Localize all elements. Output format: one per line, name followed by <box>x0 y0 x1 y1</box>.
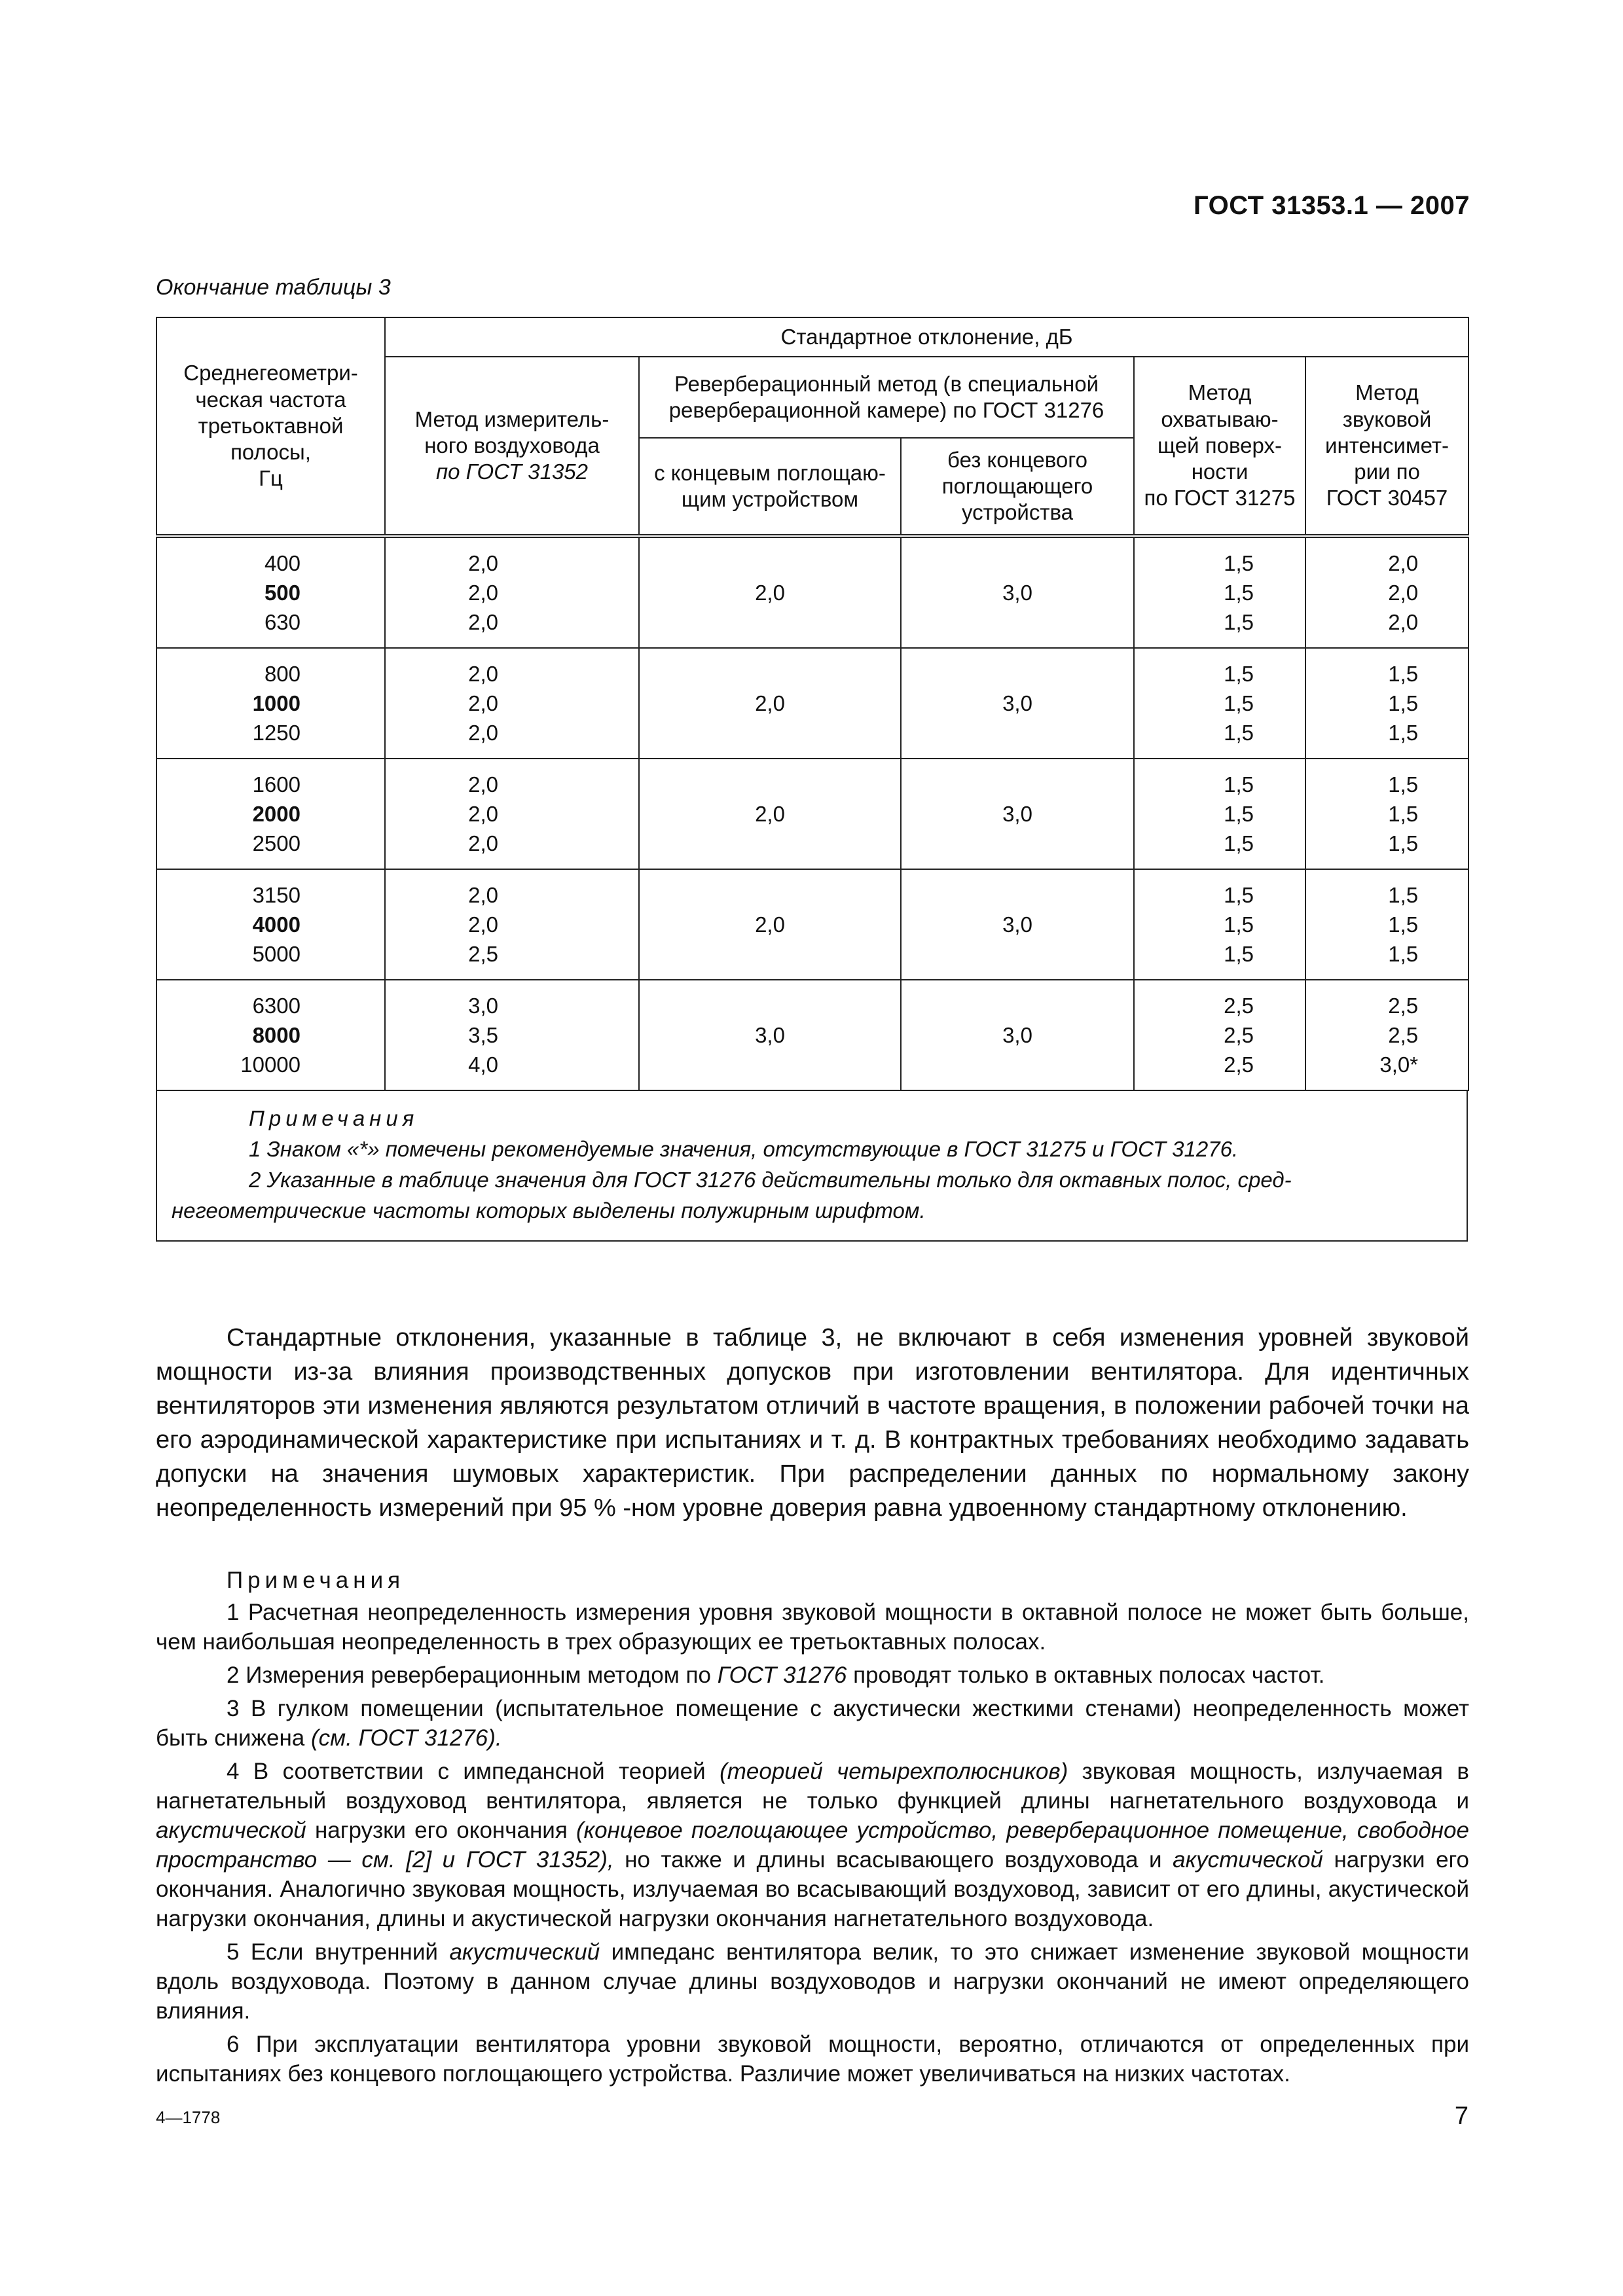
envelope-method-cell <box>1134 648 1305 759</box>
cell-value: 2,0 <box>468 802 498 826</box>
envelope-method-cell <box>1134 759 1305 869</box>
note-3: 3 В гулком помещении (испытательное помещение с акустически жесткими стенами) неопределенность может быть снижена (см. ГОСТ 31276). <box>156 1696 1469 1751</box>
intensity-method-cell <box>1305 648 1468 759</box>
notes-title: Примечания <box>227 1568 405 1593</box>
cell-value: 2,5 <box>1388 994 1419 1018</box>
body-paragraph-text: Стандартные отклонения, указанные в таблице 3, не включают в себя изменения уровней звуковой мощности из-за влияния производственных допусков при изготовлении вентилятора. Для идентичных вентиляторов эти изменения являются результатом отличий в частоте вращения, в положении рабочей точки на его аэродинамической характеристике при испытаниях и т. д. В контрактных требованиях необходимо задавать допуски на значения шумовых характеристик. При распределении данных по нормальному закону неопределенность измерений при 95 % -ном уровне доверия равна удвоенному стандартному отклонению. <box>156 1324 1469 1522</box>
table-notes <box>156 1091 1468 1242</box>
cell-value: 1,5 <box>1224 691 1254 715</box>
intensity-method-cell <box>1305 980 1468 1090</box>
cell-value: 800 <box>264 662 301 686</box>
cell-value: 2,0 <box>468 551 498 575</box>
cell-value: 3,5 <box>468 1023 498 1047</box>
duct-method-cell <box>385 759 639 869</box>
with-absorber-cell: 2,0 <box>639 869 901 980</box>
cell-value: 1,5 <box>1224 912 1254 937</box>
note-6: 6 При эксплуатации вентилятора уровни звуковой мощности, вероятно, отличаются от определенных при испытаниях без концевого поглощающего устройства. Различие может увеличиваться на низких частотах. <box>156 2032 1469 2087</box>
cell-value: 2,0 <box>468 721 498 745</box>
table-row <box>156 536 1468 648</box>
intensity-method-cell <box>1305 869 1468 980</box>
cell-value: 2,0 <box>1388 581 1419 605</box>
cell-value: 3150 <box>252 883 301 907</box>
cell-value: 2,5 <box>1224 1052 1254 1077</box>
duct-method-cell <box>385 869 639 980</box>
cell-value: 2,0 <box>468 610 498 634</box>
frequency-cell <box>156 869 385 980</box>
table-note-1: 1 Знаком «*» помечены рекомендуемые значения, отсутствующие в ГОСТ 31275 и ГОСТ 31276. <box>249 1137 1239 1161</box>
cell-value: 1,5 <box>1224 662 1254 686</box>
cell-value: 1,5 <box>1224 772 1254 797</box>
cell-value: 1,5 <box>1388 912 1419 937</box>
intensity-method-cell <box>1305 759 1468 869</box>
header-envelope-method: Метод охватываю- щей поверх- ности по ГОСТ 31275 <box>1134 357 1305 536</box>
with-absorber-cell: 2,0 <box>639 536 901 648</box>
header-std-deviation: Стандартное отклонение, дБ <box>385 317 1468 357</box>
cell-value: 8000 <box>252 1023 301 1047</box>
note-2: 2 Измерения реверберационным методом по ГОСТ 31276 проводят только в октавных полосах частот. <box>227 1662 1325 1688</box>
with-absorber-cell: 2,0 <box>639 648 901 759</box>
cell-value: 4,0 <box>468 1052 498 1077</box>
table-row <box>156 980 1468 1090</box>
duct-method-cell <box>385 980 639 1090</box>
cell-value: 3,0* <box>1379 1052 1419 1077</box>
cell-value: 2,0 <box>468 831 498 855</box>
cell-value: 500 <box>264 581 301 605</box>
with-absorber-cell: 3,0 <box>639 980 901 1090</box>
table-notes-title: Примечания <box>249 1106 419 1130</box>
cell-value: 1,5 <box>1224 551 1254 575</box>
cell-value: 1,5 <box>1388 772 1419 797</box>
cell-value: 4000 <box>252 912 301 937</box>
cell-value: 2,5 <box>1224 994 1254 1018</box>
with-absorber-cell: 2,0 <box>639 759 901 869</box>
envelope-method-cell <box>1134 536 1305 648</box>
cell-value: 2,0 <box>468 772 498 797</box>
without-absorber-cell: 3,0 <box>901 980 1134 1090</box>
cell-value: 10000 <box>240 1052 301 1077</box>
cell-value: 2,5 <box>1388 1023 1419 1047</box>
cell-value: 1000 <box>252 691 301 715</box>
cell-value: 6300 <box>252 994 301 1018</box>
cell-value: 5000 <box>252 942 301 966</box>
table-note-2-cont: негеометрические частоты которых выделены полужирным шрифтом. <box>172 1198 926 1223</box>
document-header: ГОСТ 31353.1 — 2007 <box>1194 191 1470 220</box>
cell-value: 2000 <box>252 802 301 826</box>
cell-value: 400 <box>264 551 301 575</box>
cell-value: 1,5 <box>1224 610 1254 634</box>
cell-value: 1,5 <box>1388 883 1419 907</box>
cell-value: 2,0 <box>468 912 498 937</box>
cell-value: 2,5 <box>468 942 498 966</box>
envelope-method-cell <box>1134 980 1305 1090</box>
cell-value: 2500 <box>252 831 301 855</box>
table-row <box>156 648 1468 759</box>
cell-value: 1600 <box>252 772 301 797</box>
cell-value: 2,0 <box>468 691 498 715</box>
duct-method-cell <box>385 536 639 648</box>
cell-value: 2,0 <box>468 883 498 907</box>
frequency-cell <box>156 759 385 869</box>
cell-value: 1,5 <box>1224 942 1254 966</box>
cell-value: 2,0 <box>468 581 498 605</box>
without-absorber-cell: 3,0 <box>901 648 1134 759</box>
envelope-method-cell <box>1134 869 1305 980</box>
frequency-cell <box>156 648 385 759</box>
cell-value: 1,5 <box>1388 942 1419 966</box>
header-with-absorber: с концевым поглощаю- щим устройством <box>639 438 901 536</box>
cell-value: 1,5 <box>1388 831 1419 855</box>
page-number: 7 <box>1454 2102 1468 2130</box>
note-5: 5 Если внутренний акустический импеданс вентилятора велик, то это снижает изменение звуковой мощности вдоль воздуховода. Поэтому в данном случае длины воздуховодов и нагрузки окончаний не имеют определяющего влияния. <box>156 1939 1469 2024</box>
cell-value: 1,5 <box>1224 721 1254 745</box>
cell-value: 2,0 <box>1388 610 1419 634</box>
header-reverb-method: Реверберационный метод (в специальной реверберационной камере) по ГОСТ 31276 <box>639 357 1134 438</box>
cell-value: 1,5 <box>1388 662 1419 686</box>
without-absorber-cell: 3,0 <box>901 869 1134 980</box>
without-absorber-cell: 3,0 <box>901 759 1134 869</box>
duct-method-cell <box>385 648 639 759</box>
header-intensity-method: Метод звуковой интенсимет- рии по ГОСТ 30457 <box>1305 357 1468 536</box>
cell-value: 1,5 <box>1224 883 1254 907</box>
table-caption: Окончание таблицы 3 <box>156 275 391 300</box>
table-row <box>156 869 1468 980</box>
frequency-cell <box>156 980 385 1090</box>
cell-value: 630 <box>264 610 301 634</box>
cell-value: 1,5 <box>1224 581 1254 605</box>
table-row <box>156 759 1468 869</box>
cell-value: 1,5 <box>1224 802 1254 826</box>
note-1: 1 Расчетная неопределенность измерения уровня звуковой мощности в октавной полосе не может быть больше, чем наибольшая неопределенность в трех образующих ее третьоктавных полосах. <box>156 1600 1469 1655</box>
header-without-absorber: без концевого поглощающего устройства <box>901 438 1134 536</box>
cell-value: 1,5 <box>1388 691 1419 715</box>
cell-value: 1250 <box>252 721 301 745</box>
cell-value: 1,5 <box>1388 721 1419 745</box>
notes-section <box>156 1566 1469 2092</box>
header-frequency: Среднегеометри- ческая частота третьоктавной полосы, Гц <box>156 317 385 536</box>
table-3 <box>156 317 1468 1242</box>
table-body <box>156 536 1468 1090</box>
frequency-cell <box>156 536 385 648</box>
std-deviation-table <box>156 317 1469 1091</box>
cell-value: 1,5 <box>1388 802 1419 826</box>
cell-value: 2,5 <box>1224 1023 1254 1047</box>
header-duct-method: Метод измеритель- ного воздуховода по ГОСТ 31352 <box>385 357 639 536</box>
intensity-method-cell <box>1305 536 1468 648</box>
table-note-2: 2 Указанные в таблице значения для ГОСТ 31276 действительны только для октавных полос, сред- <box>249 1168 1292 1192</box>
cell-value: 2,0 <box>1388 551 1419 575</box>
print-code: 4—1778 <box>156 2108 221 2127</box>
cell-value: 3,0 <box>468 994 498 1018</box>
cell-value: 1,5 <box>1224 831 1254 855</box>
body-paragraph <box>156 1321 1469 1525</box>
cell-value: 2,0 <box>468 662 498 686</box>
note-4: 4 В соответствии с импедансной теорией (теорией четырехполюсников) звуковая мощность, излучаемая в нагнетательный воздуховод вентилятора, является не только функцией длины нагнетательного воздуховода и акустической нагрузки его окончания (концевое поглощающее устройство, реверберационное помещение, свободное пространство — см. [2] и ГОСТ 31352), но также и длины всасывающего воздуховода и акустической нагрузки его окончания. Аналогично звуковая мощность, излучаемая во всасывающий воздуховод, зависит от его длины, акустической нагрузки окончания, длины и акустической нагрузки окончания нагнетательного воздуховода. <box>156 1759 1470 1931</box>
without-absorber-cell: 3,0 <box>901 536 1134 648</box>
